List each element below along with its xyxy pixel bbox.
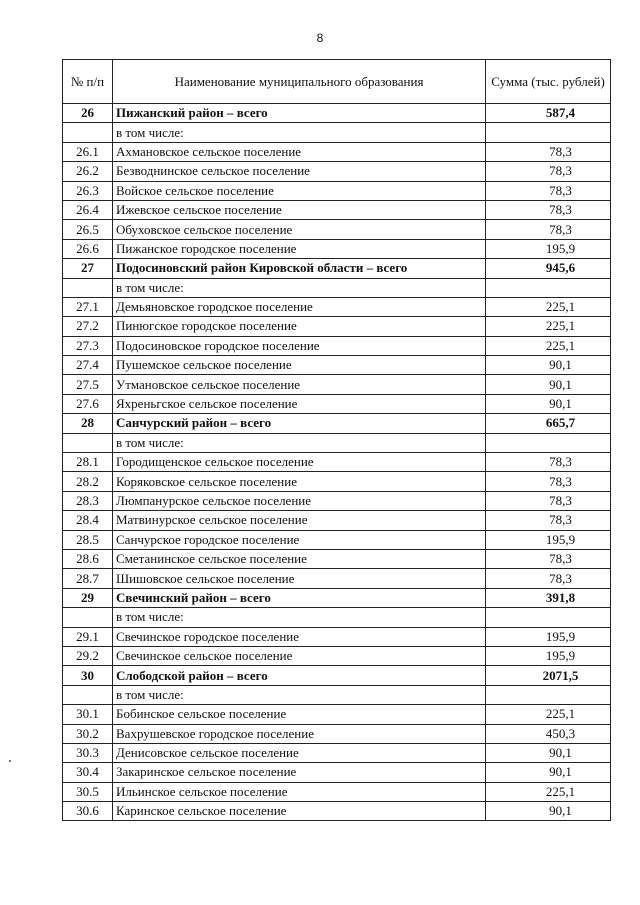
row-number: 26.2: [63, 162, 113, 181]
district-total-row: [63, 259, 611, 278]
row-sum: 195,9: [486, 646, 611, 665]
row-number: 26.6: [63, 239, 113, 258]
row-sum: 225,1: [486, 297, 611, 316]
row-sum: 225,1: [486, 705, 611, 724]
row-name: Пижанское городское поселение: [113, 239, 486, 258]
row-number: [63, 123, 113, 142]
row-number: 29: [63, 588, 113, 607]
row-name: в том числе:: [113, 433, 486, 452]
row-sum: 78,3: [486, 472, 611, 491]
district-total-row: [63, 666, 611, 685]
row-sum: 78,3: [486, 181, 611, 200]
row-sum: [486, 433, 611, 452]
table-row: [63, 239, 611, 258]
page-number: 8: [316, 31, 324, 45]
subheading-row: [63, 278, 611, 297]
row-sum: 225,1: [486, 782, 611, 801]
row-name: в том числе:: [113, 123, 486, 142]
row-number: [63, 433, 113, 452]
row-sum: 90,1: [486, 394, 611, 413]
row-number: 27.4: [63, 356, 113, 375]
row-number: 28.4: [63, 511, 113, 530]
row-name: Яхреньгское сельское поселение: [113, 394, 486, 413]
row-number: 29.1: [63, 627, 113, 646]
row-name: в том числе:: [113, 608, 486, 627]
table-row: [63, 200, 611, 219]
row-name: Ахмановское сельское поселение: [113, 142, 486, 161]
table-row: [63, 317, 611, 336]
row-name: Войское сельское поселение: [113, 181, 486, 200]
row-number: 28.1: [63, 453, 113, 472]
row-name: Матвинурское сельское поселение: [113, 511, 486, 530]
header-name: Наименование муниципального образования: [113, 60, 486, 104]
header-number: № п/п: [63, 60, 113, 104]
header-sum: Сумма (тыс. рублей): [486, 60, 611, 104]
row-sum: 945,6: [486, 259, 611, 278]
row-number: 30.4: [63, 763, 113, 782]
table-row: [63, 336, 611, 355]
row-sum: 195,9: [486, 627, 611, 646]
table-row: [63, 356, 611, 375]
table-row: [63, 142, 611, 161]
row-name: Санчурское городское поселение: [113, 530, 486, 549]
row-sum: 90,1: [486, 743, 611, 762]
row-number: [63, 278, 113, 297]
row-sum: 225,1: [486, 336, 611, 355]
row-sum: 195,9: [486, 530, 611, 549]
row-sum: 587,4: [486, 104, 611, 123]
row-number: [63, 685, 113, 704]
table-row: [63, 569, 611, 588]
row-number: 27.2: [63, 317, 113, 336]
row-sum: 450,3: [486, 724, 611, 743]
table-row: [63, 394, 611, 413]
row-sum: 90,1: [486, 375, 611, 394]
subheading-row: [63, 685, 611, 704]
scan-speck: [9, 760, 11, 762]
row-sum: 665,7: [486, 414, 611, 433]
district-total-row: [63, 414, 611, 433]
row-name: Пушемское сельское поселение: [113, 356, 486, 375]
table-row: [63, 549, 611, 568]
row-name: Демьяновское городское поселение: [113, 297, 486, 316]
table-row: [63, 802, 611, 821]
district-total-row: [63, 104, 611, 123]
row-name: Обуховское сельское поселение: [113, 220, 486, 239]
row-name: Ильинское сельское поселение: [113, 782, 486, 801]
row-name: Подосиновское городское поселение: [113, 336, 486, 355]
allocation-table: [62, 59, 611, 821]
row-sum: 78,3: [486, 549, 611, 568]
table-row: [63, 162, 611, 181]
row-name: в том числе:: [113, 685, 486, 704]
row-number: 28.5: [63, 530, 113, 549]
row-name: Бобинское сельское поселение: [113, 705, 486, 724]
row-sum: 78,3: [486, 511, 611, 530]
row-number: 29.2: [63, 646, 113, 665]
row-sum: 225,1: [486, 317, 611, 336]
row-sum: 78,3: [486, 453, 611, 472]
row-name: Вахрушевское городское поселение: [113, 724, 486, 743]
table-row: [63, 743, 611, 762]
table-row: [63, 724, 611, 743]
row-number: 27: [63, 259, 113, 278]
table-row: [63, 453, 611, 472]
table-row: [63, 530, 611, 549]
row-number: 26.4: [63, 200, 113, 219]
table-row: [63, 511, 611, 530]
row-sum: 391,8: [486, 588, 611, 607]
subheading-row: [63, 608, 611, 627]
row-number: 27.6: [63, 394, 113, 413]
row-sum: 78,3: [486, 220, 611, 239]
row-name: Каринское сельское поселение: [113, 802, 486, 821]
row-name: Шишовское сельское поселение: [113, 569, 486, 588]
subheading-row: [63, 123, 611, 142]
table-row: [63, 181, 611, 200]
row-name: Денисовское сельское поселение: [113, 743, 486, 762]
row-name: Свечинский район – всего: [113, 588, 486, 607]
table-row: [63, 705, 611, 724]
row-number: 30.5: [63, 782, 113, 801]
row-name: Сметанинское сельское поселение: [113, 549, 486, 568]
row-number: 26.5: [63, 220, 113, 239]
table-row: [63, 297, 611, 316]
table-row: [63, 220, 611, 239]
table-row: [63, 782, 611, 801]
row-name: Свечинское сельское поселение: [113, 646, 486, 665]
row-sum: 195,9: [486, 239, 611, 258]
row-name: Городищенское сельское поселение: [113, 453, 486, 472]
row-number: 27.5: [63, 375, 113, 394]
row-sum: 78,3: [486, 142, 611, 161]
row-name: Пижанский район – всего: [113, 104, 486, 123]
row-number: 28.3: [63, 491, 113, 510]
row-sum: 90,1: [486, 763, 611, 782]
row-name: Санчурский район – всего: [113, 414, 486, 433]
table-row: [63, 375, 611, 394]
row-number: 30.6: [63, 802, 113, 821]
row-name: Ижевское сельское поселение: [113, 200, 486, 219]
row-name: Пинюгское городское поселение: [113, 317, 486, 336]
row-sum: 90,1: [486, 802, 611, 821]
row-name: Закаринское сельское поселение: [113, 763, 486, 782]
row-sum: [486, 123, 611, 142]
table-row: [63, 627, 611, 646]
row-sum: 2071,5: [486, 666, 611, 685]
row-name: Люмпанурское сельское поселение: [113, 491, 486, 510]
row-sum: [486, 685, 611, 704]
row-sum: 78,3: [486, 569, 611, 588]
row-number: 30: [63, 666, 113, 685]
row-number: 28.2: [63, 472, 113, 491]
subheading-row: [63, 433, 611, 452]
row-name: Утмановское сельское поселение: [113, 375, 486, 394]
row-sum: [486, 608, 611, 627]
table-row: [63, 491, 611, 510]
row-number: 30.2: [63, 724, 113, 743]
row-number: 27.1: [63, 297, 113, 316]
row-name: Коряковское сельское поселение: [113, 472, 486, 491]
row-number: 27.3: [63, 336, 113, 355]
row-number: 26: [63, 104, 113, 123]
table-row: [63, 472, 611, 491]
row-name: Слободской район – всего: [113, 666, 486, 685]
table-row: [63, 763, 611, 782]
row-name: Подосиновский район Кировской области – всего: [113, 259, 486, 278]
row-sum: [486, 278, 611, 297]
row-number: 28.7: [63, 569, 113, 588]
row-sum: 78,3: [486, 491, 611, 510]
district-total-row: [63, 588, 611, 607]
row-name: Свечинское городское поселение: [113, 627, 486, 646]
row-number: 30.1: [63, 705, 113, 724]
row-sum: 78,3: [486, 200, 611, 219]
table-body: [63, 104, 611, 821]
row-number: 26.1: [63, 142, 113, 161]
table-header-row: [63, 60, 611, 104]
row-name: в том числе:: [113, 278, 486, 297]
row-name: Безводнинское сельское поселение: [113, 162, 486, 181]
row-sum: 78,3: [486, 162, 611, 181]
row-number: [63, 608, 113, 627]
row-sum: 90,1: [486, 356, 611, 375]
row-number: 28: [63, 414, 113, 433]
row-number: 30.3: [63, 743, 113, 762]
table-row: [63, 646, 611, 665]
row-number: 28.6: [63, 549, 113, 568]
row-number: 26.3: [63, 181, 113, 200]
